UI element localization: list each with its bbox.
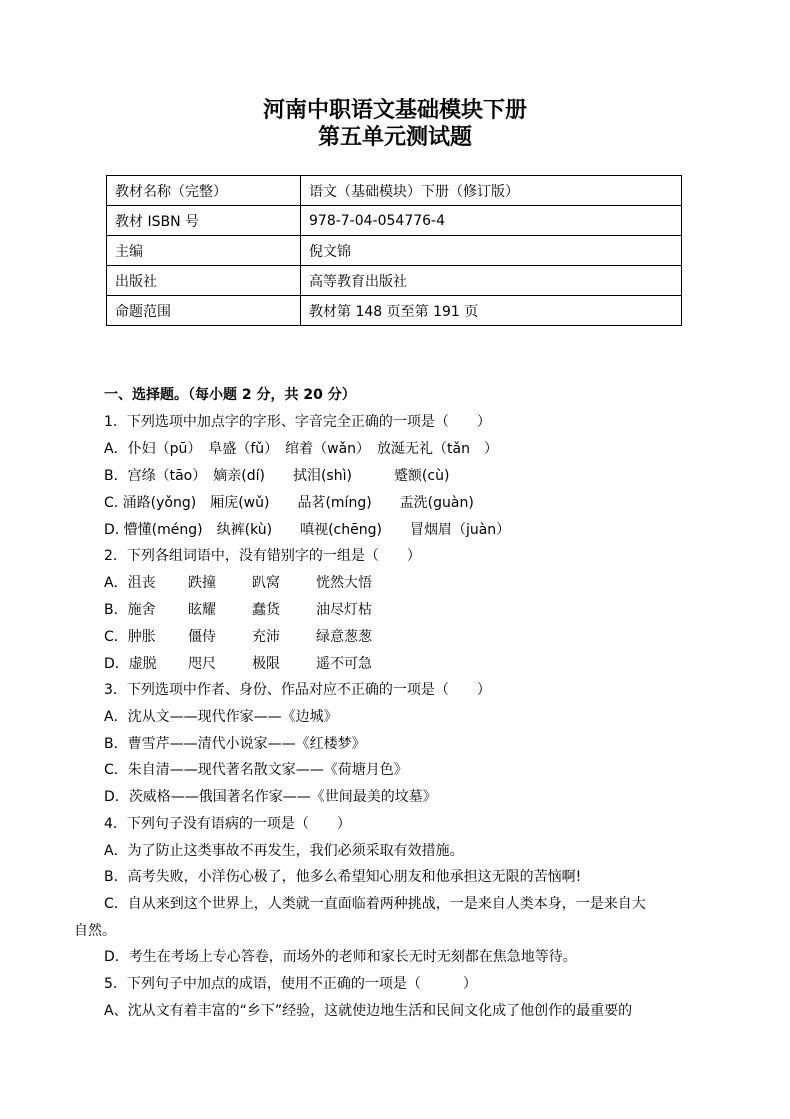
table-cell-key: 主编 — [107, 236, 301, 266]
question-3-option-c: C．朱自清——现代著名散文家——《荷塘月色》 — [104, 762, 408, 778]
option-word: 眩耀 — [188, 602, 216, 618]
question-1-option-c: C. 涌路(yǒng) 厢庑(wǔ) 品茗(míng) 盂洗(guàn) — [104, 495, 474, 511]
table-row — [107, 266, 682, 296]
question-5-option-a: A、沈从文有着丰富的“乡下”经验，这就使边地生活和民间文化成了他创作的最重要的 — [104, 1003, 633, 1019]
option-word: D．虚脱 — [104, 656, 157, 672]
option-word: A．沮丧 — [104, 575, 156, 591]
option-word: 趴窝 — [252, 575, 280, 591]
question-2-option-b — [104, 600, 372, 620]
section-heading: 一、选择题。（每小题 2 分，共 20 分） — [104, 387, 356, 403]
table-cell-value: 978-7-04-054776-4 — [301, 206, 682, 236]
table-row — [107, 176, 682, 206]
question-4-stem: 4．下列句子没有语病的一项是（ ） — [104, 816, 351, 832]
document-title: 河南中职语文基础模块下册 — [262, 97, 527, 123]
question-2-option-c — [104, 627, 372, 647]
option-word: 僵侍 — [188, 629, 216, 645]
question-3-option-d: D．茨威格——俄国著名作家——《世间最美的坟墓》 — [104, 789, 437, 805]
table-row — [107, 236, 682, 266]
option-word: 跌撞 — [188, 575, 216, 591]
question-1-option-a: A．仆妇（pū） 阜盛（fǔ） 绾着（wǎn） 放涎无礼（tǎn ） — [104, 441, 498, 457]
table-row — [107, 296, 682, 326]
question-1-stem: 1．下列选项中加点字的字形、字音完全正确的一项是（ ） — [104, 414, 491, 430]
question-4-option-d: D．考生在考场上专心答卷，而场外的老师和家长无时无刻都在焦急地等待。 — [104, 949, 577, 965]
table-cell-value: 语文（基础模块）下册（修订版） — [301, 176, 682, 206]
question-4-option-a: A．为了防止这类事故不再发生，我们必须采取有效措施。 — [104, 843, 464, 859]
table-cell-value: 高等教育出版社 — [301, 266, 682, 296]
table-cell-key: 命题范围 — [107, 296, 301, 326]
option-word: 蠢货 — [252, 602, 280, 618]
question-2-option-d — [104, 654, 372, 674]
table-cell-key: 教材 ISBN 号 — [107, 206, 301, 236]
option-word: 咫尺 — [188, 656, 216, 672]
option-word: 绿意葱葱 — [316, 629, 372, 645]
question-3-stem: 3．下列选项中作者、身份、作品对应不正确的一项是（ ） — [104, 682, 491, 698]
question-4-option-c-continued: 自然。 — [74, 923, 116, 939]
table-cell-key: 教材名称（完整） — [107, 176, 301, 206]
question-4-option-c: C．自从来到这个世界上，人类就一直面临着两种挑战，一是来自人类本身，一是来自大 — [104, 896, 646, 912]
option-word: B．施舍 — [104, 602, 156, 618]
option-word: 恍然大悟 — [316, 575, 372, 591]
option-word: 油尽灯枯 — [316, 602, 372, 618]
question-3-option-b: B．曹雪芹——清代小说家——《红楼梦》 — [104, 736, 366, 752]
option-word: 极限 — [252, 656, 280, 672]
question-4-option-b: B．高考失败，小洋伤心极了，他多么希望知心朋友和他承担这无限的苦恼啊! — [104, 869, 582, 885]
question-2-option-a — [104, 573, 372, 593]
question-1-option-d: D. 懵懂(méng) 纨裤(kù) 嗔视(chēng) 冒烟眉（juàn） — [104, 522, 511, 538]
question-5-stem: 5．下列句子中加点的成语，使用不正确的一项是（ ） — [104, 976, 477, 992]
table-cell-value: 教材第 148 页至第 191 页 — [301, 296, 682, 326]
option-word: C．肿胀 — [104, 629, 156, 645]
option-word: 遥不可急 — [316, 656, 372, 672]
option-word: 充沛 — [252, 629, 280, 645]
table-row — [107, 206, 682, 236]
textbook-info-table — [106, 175, 682, 326]
question-1-option-b: B．宫绦（tāo） 嫡亲(dí) 拭泪(shì) 蹙额(cù) — [104, 468, 450, 484]
question-2-stem: 2．下列各组词语中，没有错别字的一组是（ ） — [104, 548, 421, 564]
table-cell-key: 出版社 — [107, 266, 301, 296]
question-3-option-a: A．沈从文——现代作家——《边城》 — [104, 709, 338, 725]
table-cell-value: 倪文锦 — [301, 236, 682, 266]
document-subtitle: 第五单元测试题 — [317, 124, 472, 150]
